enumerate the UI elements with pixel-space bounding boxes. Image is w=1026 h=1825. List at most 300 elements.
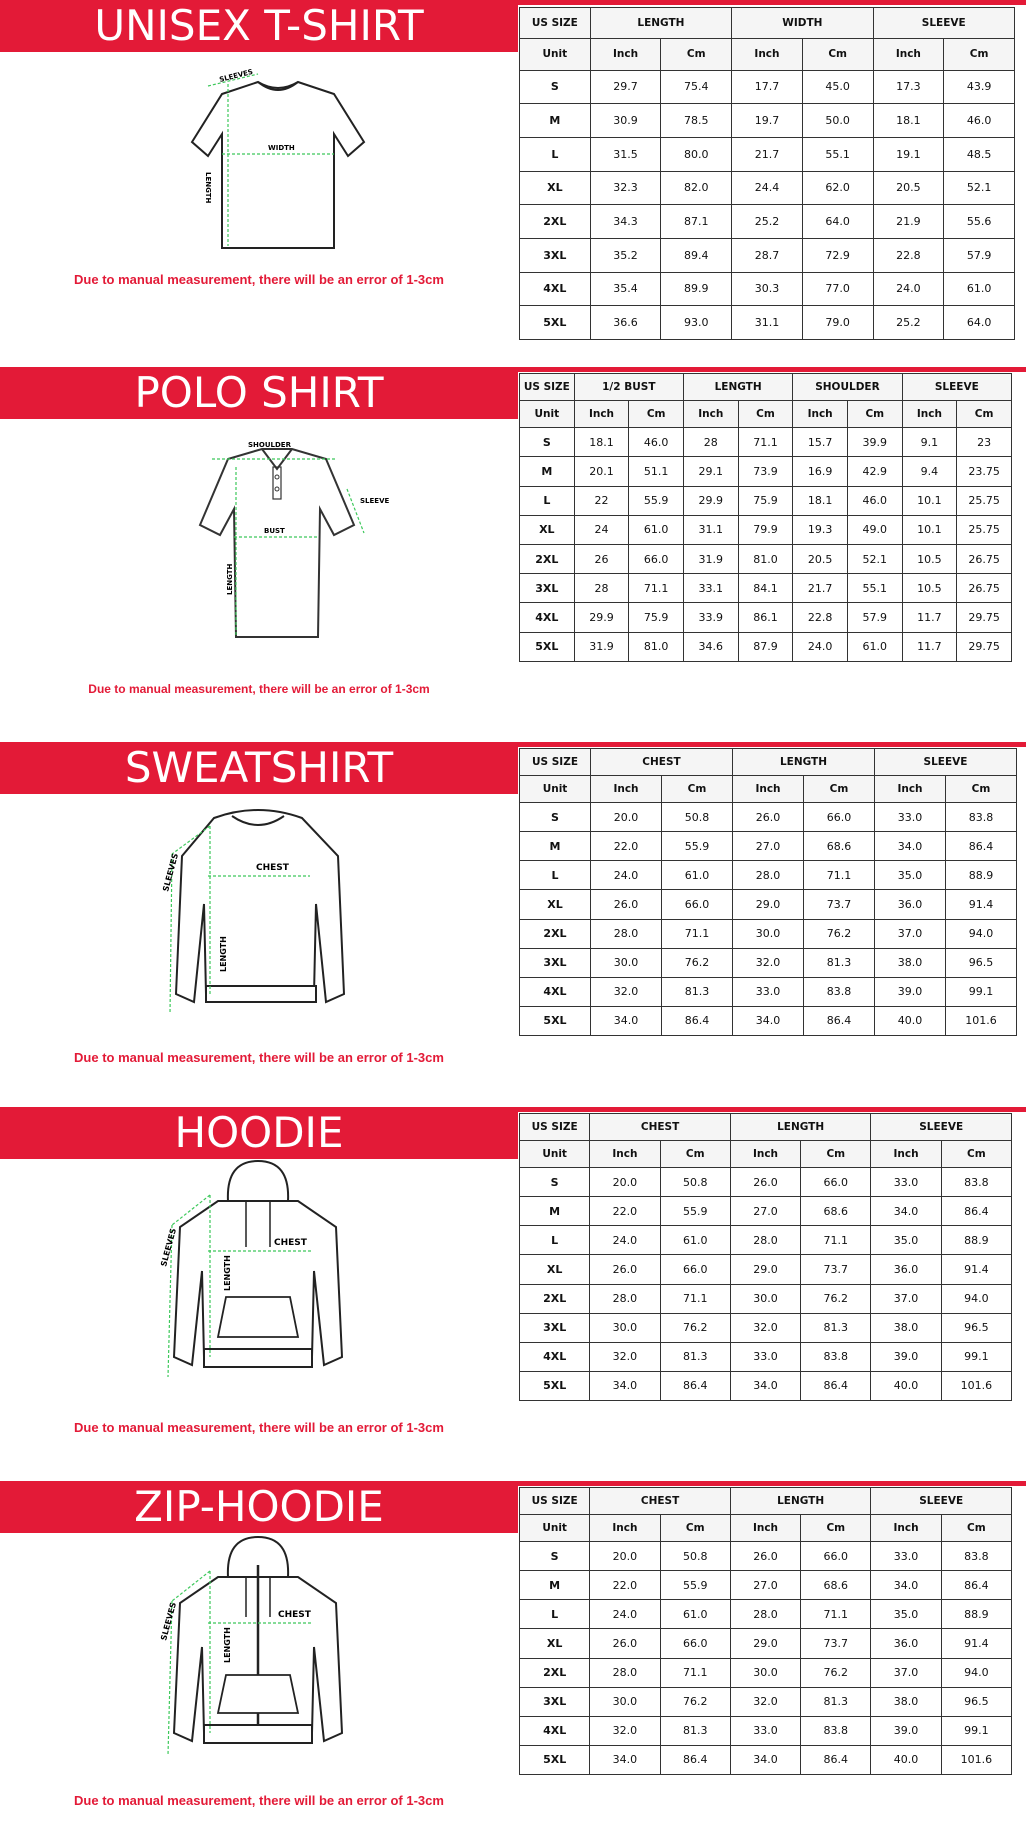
table-row xyxy=(520,272,1015,306)
measure-value: 26.0 xyxy=(730,1542,800,1571)
measure-value: 24 xyxy=(574,515,629,544)
unit-row xyxy=(520,1141,1012,1168)
measure-value: 35.2 xyxy=(590,238,661,272)
section-hoodie xyxy=(0,1107,1026,1477)
measure-value: 86.4 xyxy=(801,1745,871,1774)
measure-value: 83.8 xyxy=(801,1716,871,1745)
measure-value: 76.2 xyxy=(804,919,875,948)
measure-value: 88.9 xyxy=(941,1226,1011,1255)
column-header-measure: SLEEVE xyxy=(873,8,1014,39)
section-title: HOODIE xyxy=(0,1107,518,1159)
size-label: XL xyxy=(520,1629,590,1658)
measure-value: 37.0 xyxy=(871,1284,941,1313)
measure-value: 86.4 xyxy=(941,1197,1011,1226)
measure-value: 31.1 xyxy=(732,306,803,340)
measure-value: 30.9 xyxy=(590,104,661,138)
measure-value: 10.1 xyxy=(902,515,957,544)
measure-value: 66.0 xyxy=(804,803,875,832)
measure-value: 29.0 xyxy=(730,1629,800,1658)
measure-value: 38.0 xyxy=(871,1313,941,1342)
size-label: 2XL xyxy=(520,1284,590,1313)
divider-line xyxy=(518,1481,1026,1486)
measure-value: 34.0 xyxy=(590,1371,660,1400)
measure-value: 96.5 xyxy=(941,1687,1011,1716)
measure-value: 30.0 xyxy=(733,919,804,948)
section-polo-shirt xyxy=(0,367,1026,737)
column-header-measure: CHEST xyxy=(590,1114,731,1141)
column-header-size: US SIZE xyxy=(520,8,591,39)
column-header-measure: LENGTH xyxy=(683,374,792,401)
measure-value: 57.9 xyxy=(944,238,1015,272)
table-row xyxy=(520,890,1017,919)
column-header-measure: CHEST xyxy=(590,1488,731,1515)
measure-value: 34.0 xyxy=(871,1197,941,1226)
unit-label: Unit xyxy=(520,401,575,428)
size-label: 3XL xyxy=(520,238,591,272)
measure-value: 9.4 xyxy=(902,457,957,486)
illustration-label: LENGTH xyxy=(204,172,212,204)
measure-value: 86.1 xyxy=(738,603,793,632)
header-row xyxy=(520,1114,1012,1141)
size-label: 4XL xyxy=(520,1716,590,1745)
unit-label: Unit xyxy=(520,776,591,803)
measure-value: 73.7 xyxy=(801,1629,871,1658)
measure-value: 32.0 xyxy=(733,948,804,977)
measure-value: 79.0 xyxy=(802,306,873,340)
measure-value: 32.3 xyxy=(590,171,661,205)
measure-value: 99.1 xyxy=(941,1716,1011,1745)
illustration-label: SLEEVE xyxy=(360,497,390,505)
measure-value: 29.0 xyxy=(733,890,804,919)
measure-value: 94.0 xyxy=(941,1658,1011,1687)
measure-value: 28.7 xyxy=(732,238,803,272)
measure-value: 43.9 xyxy=(944,70,1015,104)
measure-value: 24.0 xyxy=(591,861,662,890)
header-row xyxy=(520,1488,1012,1515)
size-table xyxy=(519,1487,1012,1775)
measure-value: 26.0 xyxy=(590,1255,660,1284)
measure-value: 28 xyxy=(574,574,629,603)
measure-value: 39.9 xyxy=(847,428,902,457)
table-row xyxy=(520,832,1017,861)
table-row xyxy=(520,1284,1012,1313)
measure-value: 28.0 xyxy=(591,919,662,948)
measure-value: 28.0 xyxy=(730,1226,800,1255)
measure-value: 36.0 xyxy=(871,1629,941,1658)
measure-value: 27.0 xyxy=(730,1197,800,1226)
table-row xyxy=(520,1687,1012,1716)
measure-value: 34.6 xyxy=(683,632,738,661)
measure-value: 99.1 xyxy=(941,1342,1011,1371)
sweatshirt-icon xyxy=(158,804,358,1029)
measure-value: 39.0 xyxy=(871,1716,941,1745)
illustration-label: WIDTH xyxy=(268,144,295,152)
unit-row xyxy=(520,401,1012,428)
measurement-note: Due to manual measurement, there will be an error of 1-3cm xyxy=(74,272,444,287)
measure-value: 22.0 xyxy=(590,1571,660,1600)
measure-value: 96.5 xyxy=(946,948,1017,977)
measure-value: 61.0 xyxy=(660,1226,730,1255)
table-row xyxy=(520,632,1012,661)
measure-value: 29.1 xyxy=(683,457,738,486)
measure-value: 19.1 xyxy=(873,137,944,171)
measure-value: 76.2 xyxy=(660,1313,730,1342)
unit-label: Unit xyxy=(520,1141,590,1168)
measure-value: 31.1 xyxy=(683,515,738,544)
measure-value: 71.1 xyxy=(662,919,733,948)
unit-header: Cm xyxy=(660,1141,730,1168)
measure-value: 99.1 xyxy=(946,977,1017,1006)
measure-value: 25.2 xyxy=(732,205,803,239)
size-label: 5XL xyxy=(520,1745,590,1774)
size-label: 3XL xyxy=(520,1313,590,1342)
measure-value: 26.0 xyxy=(590,1629,660,1658)
measure-value: 20.0 xyxy=(590,1168,660,1197)
size-label: 4XL xyxy=(520,977,591,1006)
measure-value: 101.6 xyxy=(941,1371,1011,1400)
table-row xyxy=(520,1255,1012,1284)
size-table xyxy=(519,1113,1012,1401)
measure-value: 36.0 xyxy=(875,890,946,919)
table-row xyxy=(520,306,1015,340)
table-row xyxy=(520,803,1017,832)
measure-value: 75.4 xyxy=(661,70,732,104)
table-row xyxy=(520,919,1017,948)
table-row xyxy=(520,948,1017,977)
measure-value: 86.4 xyxy=(660,1745,730,1774)
size-label: M xyxy=(520,1197,590,1226)
measure-value: 86.4 xyxy=(946,832,1017,861)
measure-value: 76.2 xyxy=(660,1687,730,1716)
illustration-label: SLEEVES xyxy=(161,852,181,893)
measure-value: 30.0 xyxy=(590,1687,660,1716)
measure-value: 39.0 xyxy=(875,977,946,1006)
measure-value: 20.5 xyxy=(873,171,944,205)
measure-value: 27.0 xyxy=(730,1571,800,1600)
measure-value: 31.9 xyxy=(683,545,738,574)
measure-value: 25.75 xyxy=(957,515,1012,544)
measure-value: 50.8 xyxy=(662,803,733,832)
measure-value: 55.6 xyxy=(944,205,1015,239)
measurement-note: Due to manual measurement, there will be an error of 1-3cm xyxy=(74,1050,444,1065)
column-header-measure: CHEST xyxy=(591,749,733,776)
measure-value: 66.0 xyxy=(629,545,684,574)
unit-header: Inch xyxy=(683,401,738,428)
section-unisex-tshirt xyxy=(0,0,1026,360)
measure-value: 86.4 xyxy=(804,1006,875,1035)
measure-value: 68.6 xyxy=(801,1197,871,1226)
measure-value: 40.0 xyxy=(871,1371,941,1400)
measure-value: 33.1 xyxy=(683,574,738,603)
size-label: 2XL xyxy=(520,1658,590,1687)
illustration-label: CHEST xyxy=(256,863,289,873)
measure-value: 50.8 xyxy=(660,1542,730,1571)
measurement-note: Due to manual measurement, there will be an error of 1-3cm xyxy=(74,1793,444,1808)
measure-value: 33.0 xyxy=(875,803,946,832)
measure-value: 31.5 xyxy=(590,137,661,171)
header-row xyxy=(520,8,1015,39)
table-row xyxy=(520,457,1012,486)
measure-value: 34.0 xyxy=(730,1371,800,1400)
zip-hoodie-icon xyxy=(158,1537,358,1773)
divider-line xyxy=(518,367,1026,372)
measure-value: 81.3 xyxy=(801,1313,871,1342)
unit-header: Inch xyxy=(871,1141,941,1168)
unit-header: Inch xyxy=(873,39,944,70)
measure-value: 32.0 xyxy=(590,1342,660,1371)
measure-value: 46.0 xyxy=(944,104,1015,138)
unit-header: Cm xyxy=(660,1515,730,1542)
measure-value: 30.0 xyxy=(590,1313,660,1342)
measure-value: 30.0 xyxy=(730,1284,800,1313)
unit-header: Cm xyxy=(941,1515,1011,1542)
size-label: L xyxy=(520,861,591,890)
measure-value: 34.3 xyxy=(590,205,661,239)
measure-value: 34.0 xyxy=(591,1006,662,1035)
measure-value: 94.0 xyxy=(946,919,1017,948)
measure-value: 22.8 xyxy=(793,603,848,632)
measure-value: 81.3 xyxy=(804,948,875,977)
measure-value: 30.0 xyxy=(730,1658,800,1687)
measure-value: 75.9 xyxy=(629,603,684,632)
measure-value: 38.0 xyxy=(875,948,946,977)
measure-value: 52.1 xyxy=(944,171,1015,205)
measure-value: 25.2 xyxy=(873,306,944,340)
measure-value: 24.0 xyxy=(873,272,944,306)
measure-value: 84.1 xyxy=(738,574,793,603)
measure-value: 35.0 xyxy=(875,861,946,890)
unit-header: Cm xyxy=(941,1141,1011,1168)
measure-value: 86.4 xyxy=(941,1571,1011,1600)
column-header-measure: SLEEVE xyxy=(875,749,1017,776)
measure-value: 35.4 xyxy=(590,272,661,306)
size-label: 4XL xyxy=(520,603,575,632)
measure-value: 10.5 xyxy=(902,574,957,603)
measure-value: 26.75 xyxy=(957,545,1012,574)
unit-header: Inch xyxy=(574,401,629,428)
measure-value: 40.0 xyxy=(871,1745,941,1774)
size-label: 3XL xyxy=(520,948,591,977)
size-label: M xyxy=(520,104,591,138)
measure-value: 22.8 xyxy=(873,238,944,272)
table-row xyxy=(520,1629,1012,1658)
section-zip-hoodie xyxy=(0,1481,1026,1825)
illustration-label: CHEST xyxy=(278,1610,311,1620)
measure-value: 18.1 xyxy=(873,104,944,138)
measure-value: 24.0 xyxy=(590,1600,660,1629)
measure-value: 55.1 xyxy=(847,574,902,603)
measure-value: 22 xyxy=(574,486,629,515)
divider-line xyxy=(518,0,1026,5)
column-header-measure: LENGTH xyxy=(590,8,731,39)
measure-value: 91.4 xyxy=(941,1629,1011,1658)
measure-value: 66.0 xyxy=(660,1629,730,1658)
illustration-label: BUST xyxy=(264,527,285,535)
illustration-label: LENGTH xyxy=(226,563,234,595)
measure-value: 29.9 xyxy=(574,603,629,632)
measure-value: 76.2 xyxy=(662,948,733,977)
measure-value: 29.7 xyxy=(590,70,661,104)
measure-value: 33.0 xyxy=(730,1342,800,1371)
column-header-size: US SIZE xyxy=(520,749,591,776)
measure-value: 66.0 xyxy=(801,1542,871,1571)
measure-value: 71.1 xyxy=(660,1284,730,1313)
size-label: L xyxy=(520,1600,590,1629)
size-table xyxy=(519,7,1015,340)
unit-header: Inch xyxy=(590,1515,660,1542)
measure-value: 37.0 xyxy=(871,1658,941,1687)
measure-value: 66.0 xyxy=(660,1255,730,1284)
size-label: 5XL xyxy=(520,306,591,340)
measure-value: 91.4 xyxy=(946,890,1017,919)
measure-value: 49.0 xyxy=(847,515,902,544)
measure-value: 88.9 xyxy=(941,1600,1011,1629)
column-header-measure: SLEEVE xyxy=(902,374,1011,401)
measure-value: 20.0 xyxy=(591,803,662,832)
measure-value: 34.0 xyxy=(730,1745,800,1774)
section-title: UNISEX T-SHIRT xyxy=(0,0,518,52)
measure-value: 28 xyxy=(683,428,738,457)
measure-value: 83.8 xyxy=(946,803,1017,832)
size-label: S xyxy=(520,1542,590,1571)
measure-value: 57.9 xyxy=(847,603,902,632)
size-label: L xyxy=(520,1226,590,1255)
column-header-measure: SLEEVE xyxy=(871,1488,1012,1515)
measure-value: 71.1 xyxy=(801,1226,871,1255)
size-label: L xyxy=(520,137,591,171)
measure-value: 9.1 xyxy=(902,428,957,457)
measure-value: 82.0 xyxy=(661,171,732,205)
table-row xyxy=(520,1226,1012,1255)
column-header-size: US SIZE xyxy=(520,374,575,401)
measure-value: 61.0 xyxy=(662,861,733,890)
size-label: 2XL xyxy=(520,919,591,948)
measure-value: 71.1 xyxy=(804,861,875,890)
measurement-note: Due to manual measurement, there will be an error of 1-3cm xyxy=(74,1420,444,1435)
size-label: 4XL xyxy=(520,1342,590,1371)
size-label: S xyxy=(520,1168,590,1197)
column-header-size: US SIZE xyxy=(520,1114,590,1141)
measure-value: 28.0 xyxy=(730,1600,800,1629)
unit-header: Inch xyxy=(730,1515,800,1542)
size-label: 3XL xyxy=(520,574,575,603)
measure-value: 38.0 xyxy=(871,1687,941,1716)
size-table xyxy=(519,748,1017,1036)
measure-value: 26.75 xyxy=(957,574,1012,603)
measure-value: 45.0 xyxy=(802,70,873,104)
measure-value: 76.2 xyxy=(801,1284,871,1313)
section-sweatshirt xyxy=(0,742,1026,1112)
measure-value: 26.0 xyxy=(733,803,804,832)
table-row xyxy=(520,428,1012,457)
unit-header: Cm xyxy=(802,39,873,70)
table-row xyxy=(520,1745,1012,1774)
measure-value: 30.3 xyxy=(732,272,803,306)
measure-value: 29.0 xyxy=(730,1255,800,1284)
polo-shirt-icon xyxy=(172,437,390,642)
table-row xyxy=(520,1571,1012,1600)
measure-value: 27.0 xyxy=(733,832,804,861)
unit-header: Inch xyxy=(793,401,848,428)
measure-value: 15.7 xyxy=(793,428,848,457)
column-header-measure: SLEEVE xyxy=(871,1114,1012,1141)
measure-value: 89.9 xyxy=(661,272,732,306)
measure-value: 96.5 xyxy=(941,1313,1011,1342)
illustration-label: LENGTH xyxy=(223,1627,232,1663)
measure-value: 36.6 xyxy=(590,306,661,340)
measure-value: 83.8 xyxy=(804,977,875,1006)
size-label: 2XL xyxy=(520,205,591,239)
measure-value: 26.0 xyxy=(730,1168,800,1197)
illustration-label: SLEEVES xyxy=(218,67,254,84)
measure-value: 101.6 xyxy=(941,1745,1011,1774)
measure-value: 46.0 xyxy=(629,428,684,457)
divider-line xyxy=(518,742,1026,747)
measure-value: 17.3 xyxy=(873,70,944,104)
table-row xyxy=(520,137,1015,171)
unit-header: Inch xyxy=(733,776,804,803)
table-row xyxy=(520,603,1012,632)
measure-value: 64.0 xyxy=(944,306,1015,340)
size-label: 5XL xyxy=(520,632,575,661)
measure-value: 86.4 xyxy=(801,1371,871,1400)
measure-value: 21.9 xyxy=(873,205,944,239)
measure-value: 24.0 xyxy=(590,1226,660,1255)
unit-row xyxy=(520,39,1015,70)
measure-value: 11.7 xyxy=(902,632,957,661)
column-header-measure: LENGTH xyxy=(730,1114,871,1141)
measure-value: 61.0 xyxy=(660,1600,730,1629)
unit-header: Cm xyxy=(662,776,733,803)
size-table xyxy=(519,373,1012,662)
measure-value: 55.9 xyxy=(660,1571,730,1600)
measure-value: 26 xyxy=(574,545,629,574)
measure-value: 19.3 xyxy=(793,515,848,544)
measure-value: 73.9 xyxy=(738,457,793,486)
measure-value: 33.9 xyxy=(683,603,738,632)
measure-value: 32.0 xyxy=(591,977,662,1006)
table-row xyxy=(520,1716,1012,1745)
measure-value: 55.9 xyxy=(660,1197,730,1226)
measure-value: 24.0 xyxy=(793,632,848,661)
measure-value: 61.0 xyxy=(847,632,902,661)
measure-value: 73.7 xyxy=(804,890,875,919)
size-label: 5XL xyxy=(520,1371,590,1400)
unit-row xyxy=(520,776,1017,803)
measure-value: 68.6 xyxy=(804,832,875,861)
measure-value: 88.9 xyxy=(946,861,1017,890)
unit-header: Cm xyxy=(801,1515,871,1542)
measure-value: 81.3 xyxy=(660,1342,730,1371)
measure-value: 64.0 xyxy=(802,205,873,239)
measure-value: 28.0 xyxy=(590,1658,660,1687)
table-row xyxy=(520,861,1017,890)
measure-value: 50.0 xyxy=(802,104,873,138)
measure-value: 17.7 xyxy=(732,70,803,104)
unit-label: Unit xyxy=(520,39,591,70)
measure-value: 101.6 xyxy=(946,1006,1017,1035)
measurement-note: Due to manual measurement, there will be an error of 1-3cm xyxy=(88,682,430,696)
illustration-label: LENGTH xyxy=(223,1255,232,1291)
measure-value: 46.0 xyxy=(847,486,902,515)
measure-value: 79.9 xyxy=(738,515,793,544)
column-header-measure: WIDTH xyxy=(732,8,873,39)
measure-value: 75.9 xyxy=(738,486,793,515)
measure-value: 29.75 xyxy=(957,632,1012,661)
measure-value: 87.9 xyxy=(738,632,793,661)
table-row xyxy=(520,1371,1012,1400)
unit-header: Cm xyxy=(957,401,1012,428)
